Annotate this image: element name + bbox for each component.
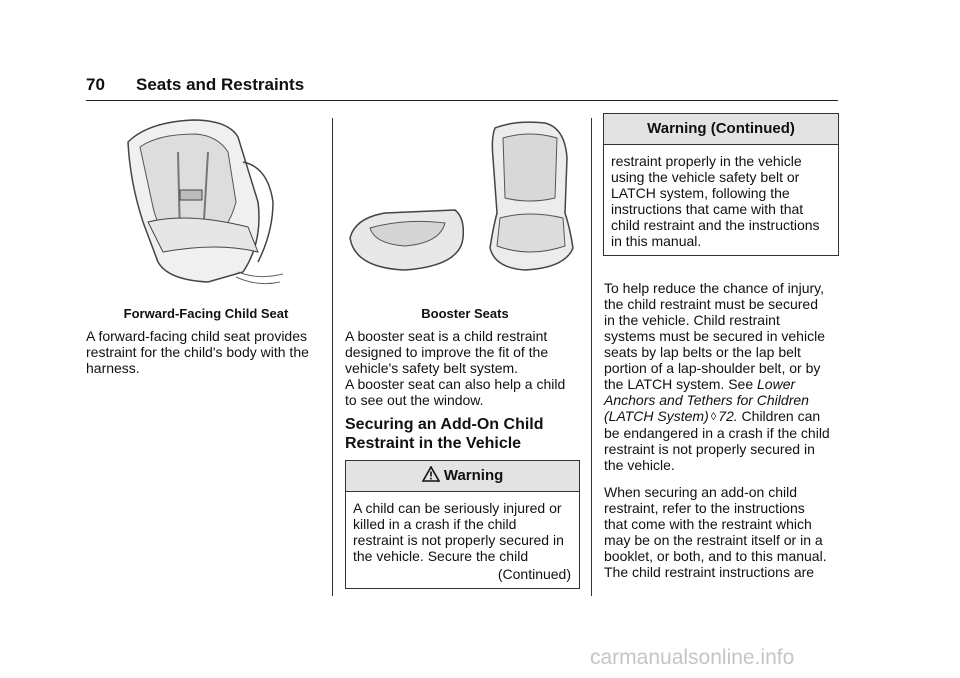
section-title: Seats and Restraints	[136, 75, 305, 94]
warning-header	[346, 461, 579, 492]
text-line: systems must be secured in vehicle	[604, 328, 825, 344]
subheading-line: Securing an Add-On Child	[345, 416, 544, 433]
text-line: A child can be seriously injured or	[353, 500, 562, 516]
text-line: A forward-facing child seat provides	[86, 328, 307, 344]
text-line	[604, 376, 844, 392]
warning-continued-header: Warning (Continued)	[604, 114, 838, 145]
latch-link[interactable]: Anchors and Tethers for Children	[604, 392, 809, 408]
booster-seats-illustration	[345, 118, 580, 278]
text-line: be endangered in a crash if the child	[604, 425, 830, 441]
page-reference-icon: ◊	[710, 411, 717, 423]
page-number: 70	[86, 75, 105, 94]
text-line: The child restraint instructions are	[604, 564, 815, 580]
text-line: seats by lap belts or the lap belt	[604, 344, 801, 360]
text-line: LATCH system, following the	[611, 185, 790, 201]
watermark: carmanualsonline.info	[590, 646, 795, 669]
text-line: To help reduce the chance of injury,	[604, 280, 824, 296]
text-line: the vehicle. Secure the child	[353, 548, 529, 564]
subheading-securing-add-on	[345, 415, 585, 453]
see-prefix: the LATCH system. See	[604, 376, 758, 392]
subheading-line: Restraint in the Vehicle	[345, 435, 522, 452]
text-line: restraint, refer to the instructions	[604, 500, 805, 516]
latch-link[interactable]: Lower	[757, 376, 796, 392]
text-line: designed to improve the fit of the	[345, 344, 549, 360]
text-line	[604, 408, 844, 425]
text-line: child restraint and the instructions	[611, 217, 820, 233]
warning-continued-box	[603, 113, 839, 256]
warning-body	[346, 492, 579, 588]
text-line: booklet, or both, and to this manual.	[604, 548, 827, 564]
latch-paragraph	[604, 280, 844, 473]
text-line: portion of a lap-shoulder belt, or by	[604, 360, 821, 376]
text-line: the vehicle.	[604, 457, 675, 473]
warning-box	[345, 460, 580, 589]
column-divider-right	[591, 118, 592, 596]
warning-triangle-icon	[422, 467, 444, 484]
after-ref-text: Children can	[737, 408, 821, 424]
text-line: restraint is not properly secured in	[353, 532, 564, 548]
forward-facing-paragraph	[86, 328, 326, 376]
page-header	[86, 70, 838, 101]
text-line: A booster seat can also help a child	[345, 376, 566, 392]
latch-link[interactable]: (LATCH System)	[604, 408, 709, 424]
text-line: instructions that came with that	[611, 201, 804, 217]
text-line: restraint is not properly secured in	[604, 441, 815, 457]
text-line: in the vehicle. Child restraint	[604, 312, 780, 328]
text-line: harness.	[86, 360, 140, 376]
text-line: A booster seat is a child restraint	[345, 328, 548, 344]
text-line: using the vehicle safety belt or	[611, 169, 800, 185]
figure-caption-booster: Booster Seats	[421, 306, 509, 321]
page-reference[interactable]: 72.	[718, 408, 738, 424]
text-line: that come with the restraint which	[604, 516, 812, 532]
forward-facing-child-seat-illustration	[118, 112, 288, 295]
text-line: When securing an add-on child	[604, 484, 798, 500]
instructions-paragraph	[604, 484, 844, 580]
warning-continued-body	[604, 145, 838, 255]
text-line: restraint for the child's body with the	[86, 344, 309, 360]
text-line: vehicle's safety belt system.	[345, 360, 519, 376]
warning-title: Warning	[443, 467, 504, 484]
column-divider-left	[332, 118, 333, 596]
booster-paragraph	[345, 328, 585, 408]
continued-label: (Continued)	[497, 566, 571, 582]
text-line: may be on the restraint itself or in a	[604, 532, 823, 548]
text-line: restraint properly in the vehicle	[611, 153, 802, 169]
text-line: in this manual.	[611, 233, 702, 249]
figure-caption-forward-facing: Forward-Facing Child Seat	[123, 306, 289, 321]
text-line: the child restraint must be secured	[604, 296, 818, 312]
text-line: killed in a crash if the child	[353, 516, 517, 532]
text-line: to see out the window.	[345, 392, 484, 408]
